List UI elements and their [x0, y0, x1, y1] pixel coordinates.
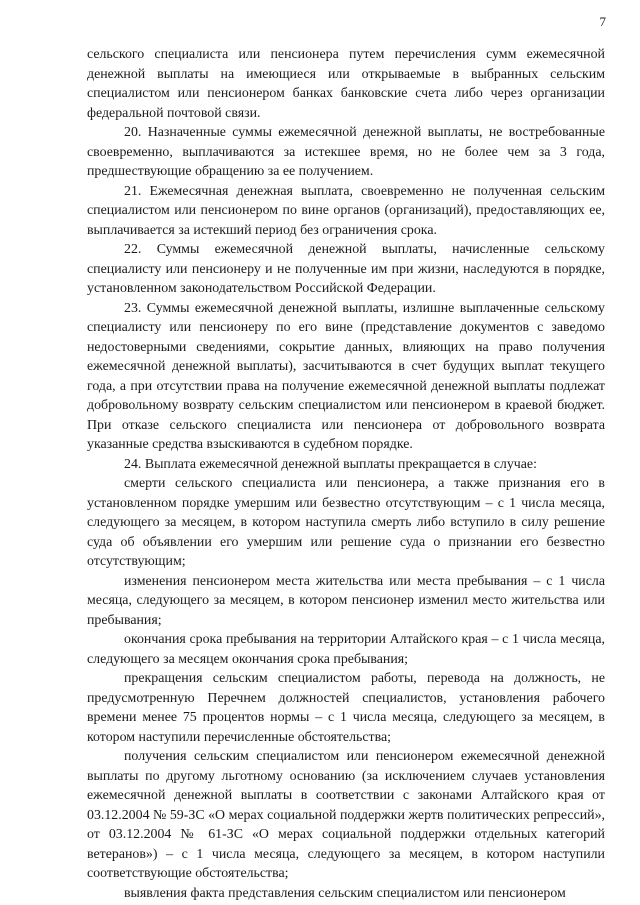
paragraph-case-residence-change: изменения пенсионером места жительства или места пребывания – с 1 числа месяца, следующего за месяцем, в котором пенсионер изменил место жительства или пребывания; — [87, 573, 605, 628]
paragraph-item-24: 24. Выплата ежемесячной денежной выплаты прекращается в случае: — [124, 456, 537, 472]
paragraph-case-death: смерти сельского специалиста или пенсионера, а также признания его в установленном порядке умершим или безвестно отсутствующим – с 1 числа месяца, следующего за месяцем, в котором наступила смерть либо вступило в силу решение суда об объявлении его умершим или решение суда о признании его безвестно отсутствующим; — [87, 476, 605, 569]
paragraph-continuation: сельского специалиста или пенсионера путем перечисления сумм ежемесячной денежной выплаты на имеющиеся или открываемые в выбранных сельским специалистом или пенсионером банках банковские счета либо через организации федеральной почтовой связи. — [87, 47, 605, 121]
paragraph-item-22: 22. Суммы ежемесячной денежной выплаты, начисленные сельскому специалисту или пенсионеру и не полученные им при жизни, наследуются в порядке, установленном законодательством Российской Федерации. — [87, 242, 605, 296]
paragraph-case-other-benefit: получения сельским специалистом или пенсионером ежемесячной денежной выплаты по другому льготному основанию (за исключением случаев установления ежемесячной денежной выплаты в соответствии с законами Алтайского края от 03.12.2004 № 59-ЗС «О мерах социальной поддержки жертв политических репрессий», от 03.12.2004 № 61-ЗС «О мерах социальной поддержки отдельных категорий ветеранов») – с 1 числа месяца, следующего за месяцем, в котором наступили соответствующие обстоятельства; — [87, 749, 605, 881]
paragraph-case-false-info: выявления факта представления сельским специалистом или пенсионером — [124, 885, 566, 901]
page-number: 7 — [599, 14, 606, 29]
paragraph-item-21: 21. Ежемесячная денежная выплата, своевременно не полученная сельским специалистом или пенсионером по вине органов (организаций), предоставляющих ее, выплачивается за истекший период без ограничения срока. — [87, 183, 605, 238]
paragraph-case-stay-end: окончания срока пребывания на территории Алтайского края – с 1 числа месяца, следующего за месяцем окончания срока пребывания; — [87, 632, 605, 667]
document-body — [87, 45, 605, 903]
paragraph-item-20: 20. Назначенные суммы ежемесячной денежной выплаты, не востребованные своевременно, выплачиваются за истекшее время, но не более чем за 3 года, предшествующие обращению за ее получением. — [87, 125, 605, 179]
paragraph-case-work-termination: прекращения сельским специалистом работы, перевода на должность, не предусмотренную Перечнем должностей специалистов, установления рабочего времени менее 75 процентов нормы – с 1 числа месяца, следующего за месяцем, в котором наступили перечисленные обстоятельства; — [87, 671, 605, 745]
paragraph-item-23: 23. Суммы ежемесячной денежной выплаты, излишне выплаченные сельскому специалисту или пенсионеру по его вине (представление документов с заведомо недостоверными сведениями, сокрытие данных, влияющих на право получения ежемесячной денежной выплаты), засчитываются в счет будущих выплат текущего года, а при отсутствии права на получение ежемесячной денежной выплаты подлежат добровольному возврату сельским специалистом или пенсионером в краевой бюджет. При отказе сельского специалиста или пенсионера от добровольного возврата указанные средства взыскиваются в судебном порядке. — [87, 300, 605, 452]
